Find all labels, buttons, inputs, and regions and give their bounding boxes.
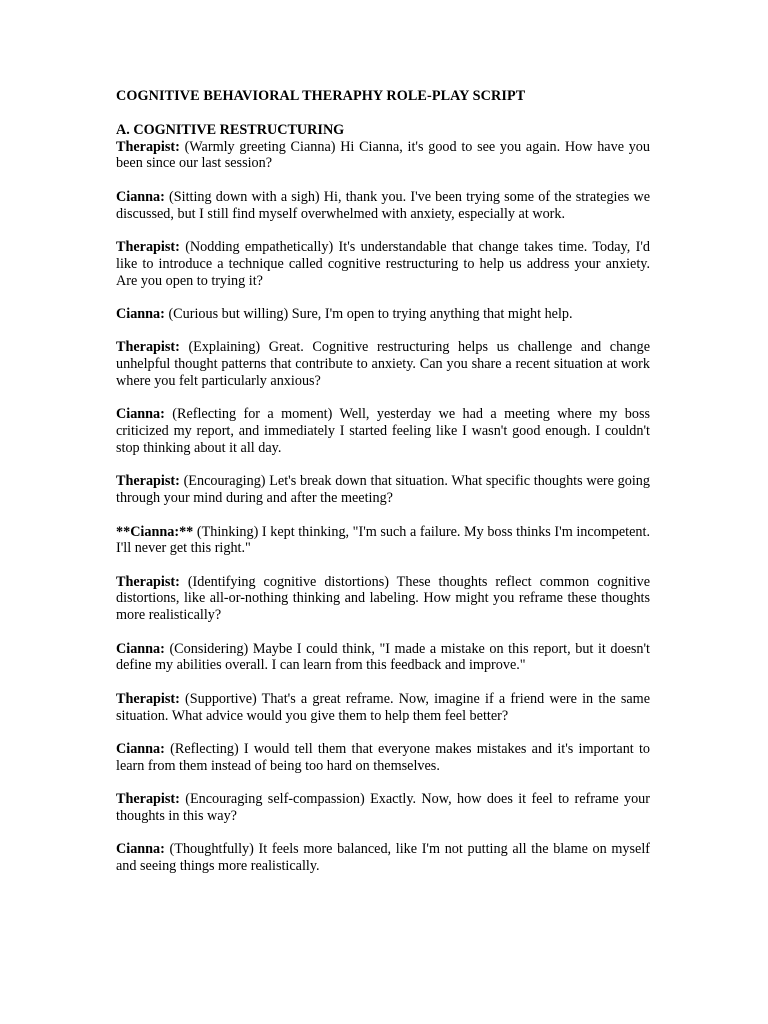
speaker-label: Therapist:	[116, 138, 180, 155]
dialogue-paragraph	[116, 791, 650, 825]
speaker-label: Cianna:	[116, 741, 165, 758]
document-page	[116, 88, 650, 892]
dialogue-paragraph	[116, 306, 650, 323]
speaker-label: **Cianna:**	[116, 523, 194, 540]
dialogue-paragraph	[116, 841, 650, 875]
dialogue-text: (Reflecting) I would tell them that everyone makes mistakes and it's important to learn from them instead of being too hard on themselves.	[116, 741, 650, 774]
dialogue-paragraph	[116, 406, 650, 456]
dialogue-text: (Warmly greeting Cianna) Hi Cianna, it's good to see you again. How have you been since our last session?	[116, 138, 650, 172]
speaker-label: Cianna:	[116, 305, 165, 322]
speaker-label: Therapist:	[116, 690, 180, 707]
dialogue-paragraph	[116, 189, 650, 223]
speaker-label: Therapist:	[116, 339, 180, 356]
dialogue-text: (Sitting down with a sigh) Hi, thank you. I've been trying some of the strategies we discussed, but I still find myself overwhelmed with anxiety, especially at work.	[116, 188, 650, 222]
document-title: COGNITIVE BEHAVIORAL THERAPHY ROLE-PLAY SCRIPT	[116, 88, 526, 104]
dialogue-text: (Curious but willing) Sure, I'm open to trying anything that might help.	[164, 305, 573, 322]
speaker-label: Cianna:	[116, 188, 165, 205]
dialogue-text: (Encouraging) Let's break down that situation. What specific thoughts were going through your mind during and after the meeting?	[116, 473, 650, 507]
dialogue-paragraph	[116, 741, 650, 775]
speaker-label: Therapist:	[116, 473, 180, 490]
dialogue-paragraph	[116, 339, 650, 389]
dialogue-paragraph	[116, 574, 650, 624]
dialogue-text: (Nodding empathetically) It's understandable that change takes time. Today, I'd like to introduce a technique called cognitive restructuring to help us address your anxiety. Are you open to trying it?	[116, 238, 650, 289]
dialogue-paragraph	[116, 139, 650, 173]
dialogue-text: (Encouraging self-compassion) Exactly. Now, how does it feel to reframe your thoughts in this way?	[116, 791, 650, 825]
dialogue-text: (Reflecting for a moment) Well, yesterday we had a meeting where my boss criticized my report, and immediately I started feeling like I wasn't good enough. I couldn't stop thinking about it all day.	[116, 406, 650, 456]
dialogue-text: (Supportive) That's a great reframe. Now, imagine if a friend were in the same situation. What advice would you give them to help them feel better?	[116, 690, 650, 724]
speaker-label: Cianna:	[116, 406, 165, 423]
speaker-label: Therapist:	[116, 791, 180, 808]
dialogue-paragraph	[116, 641, 650, 675]
dialogue-text: (Identifying cognitive distortions) These thoughts reflect common cognitive distortions, like all-or-nothing thinking and labeling. How might you reframe these thoughts more realistically?	[116, 573, 650, 624]
speaker-label: Therapist:	[116, 238, 180, 255]
dialogue-text: (Considering) Maybe I could think, "I made a mistake on this report, but it doesn't define my abilities overall. I can learn from this feedback and improve."	[116, 640, 650, 674]
speaker-label: Cianna:	[116, 841, 165, 858]
dialogue-paragraph	[116, 691, 650, 725]
dialogue-text: (Thoughtfully) It feels more balanced, like I'm not putting all the blame on myself and seeing things more realistically.	[116, 841, 650, 875]
dialogue-text: (Explaining) Great. Cognitive restructuring helps us challenge and change unhelpful thought patterns that contribute to anxiety. Can you share a recent situation at work where you felt particularly anxious?	[116, 339, 650, 389]
section-heading: A. COGNITIVE RESTRUCTURING	[116, 121, 345, 138]
dialogue-text: (Thinking) I kept thinking, "I'm such a failure. My boss thinks I'm incompetent. I'll never get this right."	[116, 523, 650, 557]
dialogue-paragraph	[116, 473, 650, 507]
speaker-label: Cianna:	[116, 640, 165, 657]
dialogue-paragraph	[116, 239, 650, 289]
dialogue-paragraph	[116, 524, 650, 558]
speaker-label: Therapist:	[116, 573, 180, 590]
